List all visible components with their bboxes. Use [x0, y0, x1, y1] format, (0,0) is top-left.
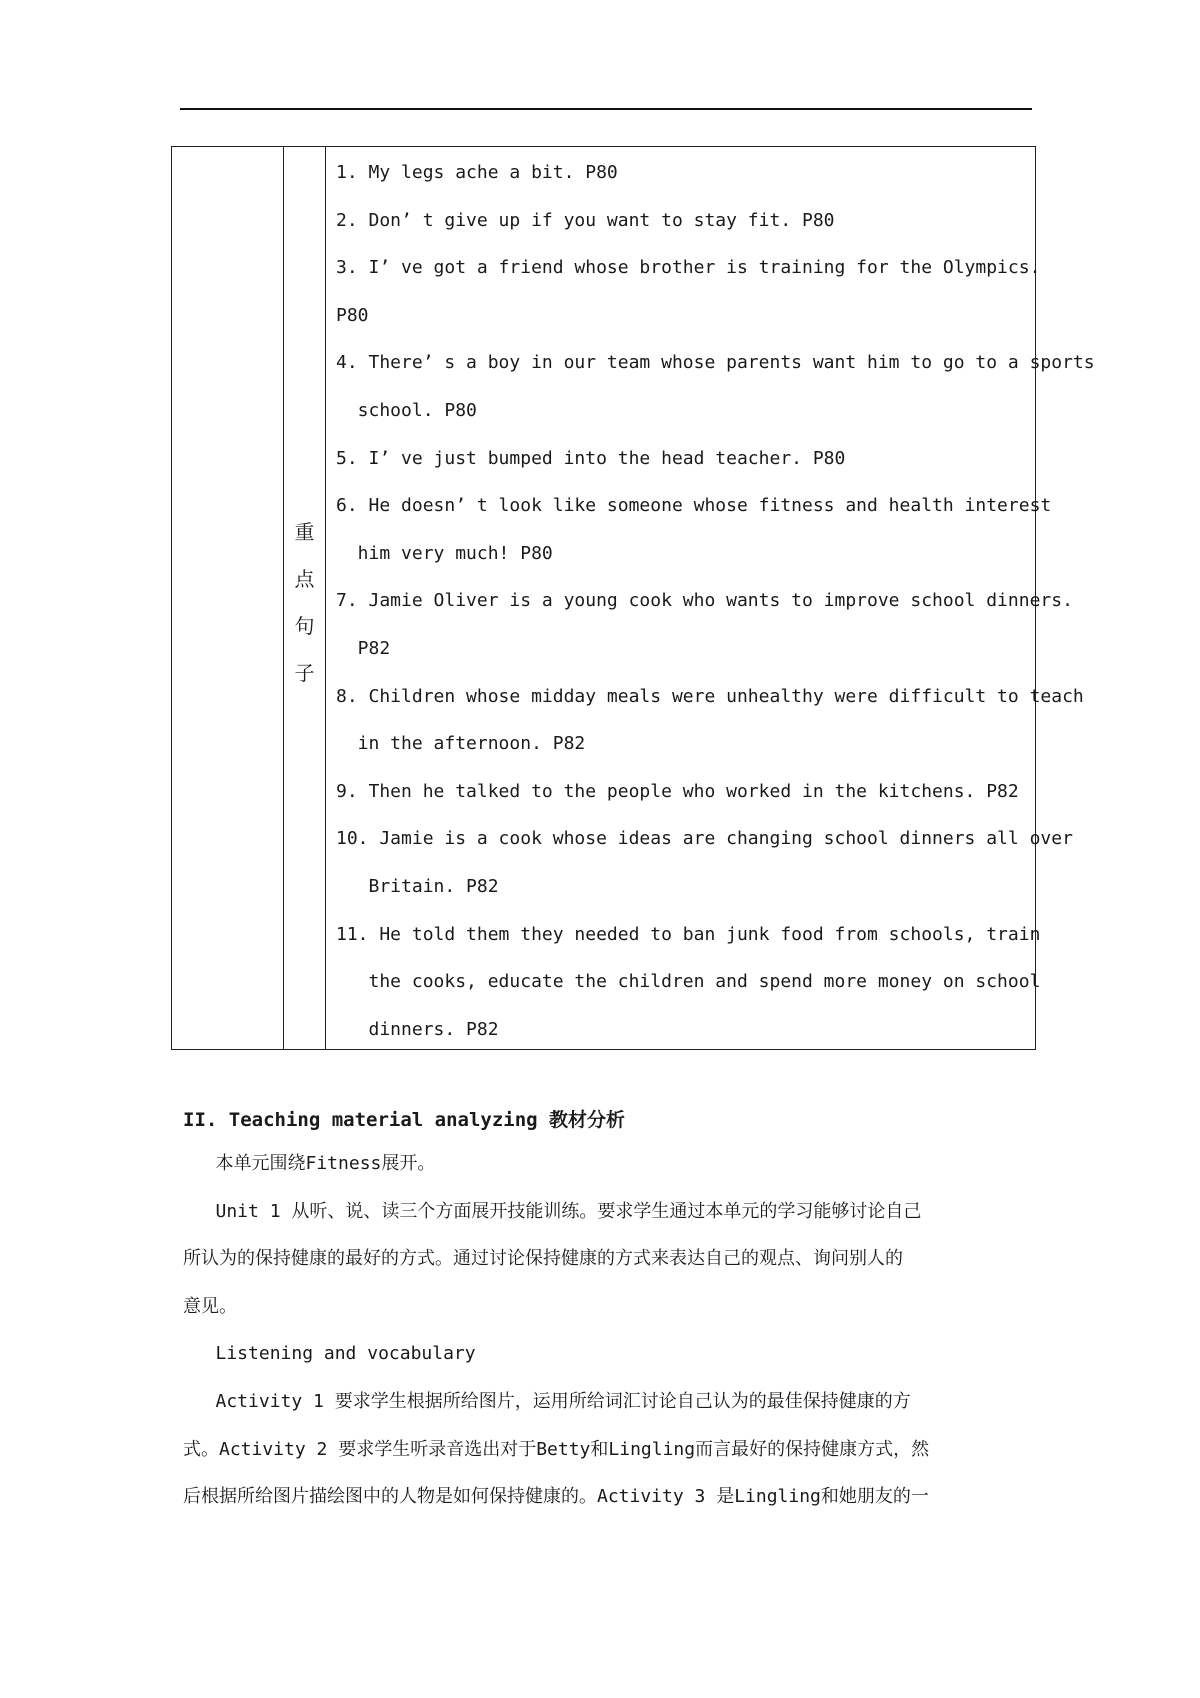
sentence-line: him very much! P80	[336, 542, 553, 564]
sentence-line: 9. Then he talked to the people who worked in the kitchens. P82	[336, 780, 1019, 802]
sentence-line: school. P80	[336, 399, 477, 421]
sentence-line: P80	[336, 304, 369, 326]
body-line: Activity 1 要求学生根据所给图片，运用所给词汇讨论自己认为的最佳保持健康的方	[183, 1390, 911, 1412]
sentence-line: 11. He told them they needed to ban junk food from schools, train	[336, 923, 1041, 945]
body-line: 式。Activity 2 要求学生听录音选出对于Betty和Lingling而言最好的保持健康方式，然	[183, 1438, 930, 1460]
sentence-line: 3. I’ ve got a friend whose brother is training for the Olympics.	[336, 257, 1041, 279]
sentence-line: 2. Don’ t give up if you want to stay fit. P80	[336, 209, 835, 231]
sentence-line: 10. Jamie is a cook whose ideas are changing school dinners all over	[336, 828, 1073, 850]
sentence-line: 4. There’ s a boy in our team whose parents want him to go to a sports	[336, 352, 1095, 374]
key-sentences-table	[171, 146, 1095, 1050]
sentence-line: 7. Jamie Oliver is a young cook who wants to improve school dinners.	[336, 590, 1073, 612]
category-char: 句	[294, 614, 315, 638]
body-line: 所认为的保持健康的最好的方式。通过讨论保持健康的方式来表达自己的观点、询问别人的	[183, 1248, 903, 1270]
body-line: 意见。	[183, 1295, 237, 1317]
sentence-line: 1. My legs ache a bit. P80	[336, 162, 618, 183]
table-empty-column	[172, 147, 284, 1049]
body-line: Unit 1 从听、说、读三个方面展开技能训练。要求学生通过本单元的学习能够讨论自己	[183, 1200, 922, 1222]
body-line: 后根据所给图片描绘图中的人物是如何保持健康的。Activity 3 是Lingling和她朋友的一	[183, 1486, 929, 1508]
body-line: 本单元围绕Fitness展开。	[183, 1153, 436, 1174]
sentence-line: 5. I’ ve just bumped into the head teacher. P80	[336, 447, 846, 469]
sentence-line: the cooks, educate the children and spend more money on school	[336, 971, 1041, 993]
table-category-column	[284, 147, 326, 1049]
sentence-line: P82	[336, 637, 391, 659]
sentence-line: Britain. P82	[336, 875, 499, 897]
sentence-line: 8. Children whose midday meals were unhealthy were difficult to teach	[336, 685, 1084, 707]
category-char: 重	[294, 520, 315, 544]
section-heading: II. Teaching material analyzing 教材分析	[183, 1109, 626, 1131]
table-sentences-column	[326, 147, 1095, 1049]
body-line: Listening and vocabulary	[183, 1343, 476, 1365]
category-label	[284, 509, 325, 697]
page-header-rule	[180, 108, 1032, 110]
sentence-list	[336, 147, 1095, 1053]
sentence-line: dinners. P82	[336, 1018, 499, 1040]
teaching-material-section	[183, 1100, 1033, 1521]
category-char: 子	[294, 661, 315, 685]
category-char: 点	[294, 567, 315, 591]
sentence-line: 6. He doesn’ t look like someone whose fitness and health interest	[336, 495, 1052, 517]
sentence-line: in the afternoon. P82	[336, 733, 586, 755]
